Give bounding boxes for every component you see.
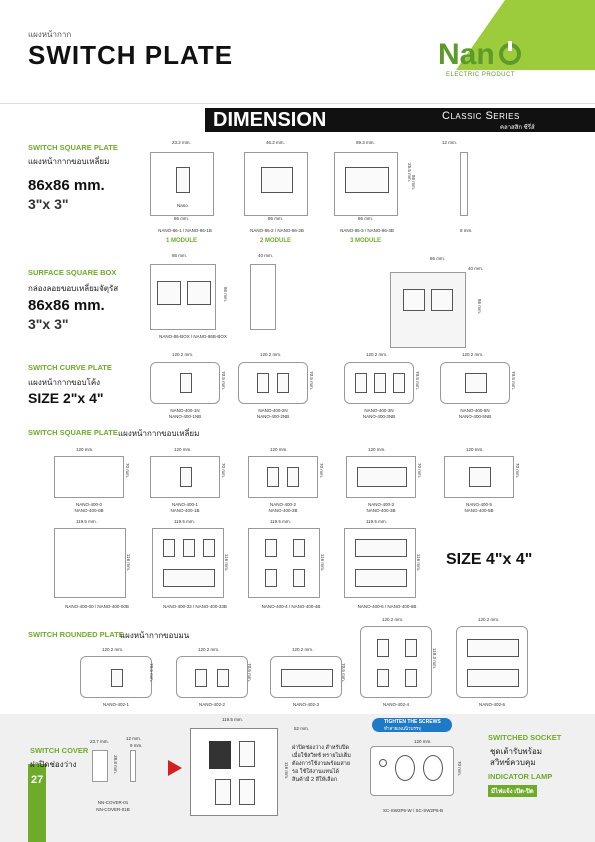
dim-label: 69.3 mm. bbox=[356, 140, 375, 145]
dim-label: 120 mm. bbox=[414, 739, 432, 744]
dim-label: 86 mm. bbox=[477, 298, 483, 315]
box-knockout bbox=[431, 289, 453, 311]
product-code: NANO-402-3 bbox=[292, 702, 319, 707]
covered-slot bbox=[209, 741, 231, 769]
installed-plate bbox=[190, 728, 278, 816]
square-plate-2 bbox=[248, 456, 318, 498]
switch-slot bbox=[183, 539, 195, 557]
surface-box-side bbox=[250, 264, 276, 330]
switch-slot bbox=[267, 467, 279, 487]
switch-slot bbox=[281, 669, 333, 687]
dim-label: 70 mm. bbox=[125, 462, 131, 479]
sec1-size-in: 3"x 3" bbox=[28, 196, 69, 212]
box-knockout bbox=[403, 289, 425, 311]
switch-slot bbox=[467, 639, 519, 657]
dim-label: 70 mm. bbox=[457, 760, 463, 777]
switch-slot bbox=[111, 669, 123, 687]
square-plate-5 bbox=[444, 456, 514, 498]
indicator-title: INDICATOR LAMP bbox=[488, 772, 553, 781]
rounded-plate-1 bbox=[80, 656, 152, 698]
dim-label: 120.2 mm. bbox=[382, 617, 404, 622]
dim-label: 120.2 mm. bbox=[260, 352, 282, 357]
dim-label: 70 mm. bbox=[221, 462, 227, 479]
product-code: NANO-86-2 / NANO-86-2B bbox=[250, 228, 304, 233]
dim-label: 70.5 mm. bbox=[246, 663, 252, 682]
dim-label: 120 mm. bbox=[368, 447, 386, 452]
dim-label: 86 mm. bbox=[358, 216, 374, 221]
dim-label: 70.5 mm. bbox=[220, 371, 226, 390]
switch-slot bbox=[180, 467, 192, 487]
dim-label: 23.2 mm. bbox=[172, 140, 191, 145]
curve-plate-5 bbox=[440, 362, 510, 404]
switch-slot bbox=[377, 669, 389, 687]
dim-label: 116 mm. bbox=[284, 761, 290, 780]
sec5-title: SWITCH ROUNDED PLATE bbox=[28, 630, 124, 639]
sec4-size: SIZE 4"x 4" bbox=[446, 551, 533, 568]
surface-box-front bbox=[150, 264, 216, 330]
product-code: NANO-86-1 / NANO-86-1B bbox=[158, 228, 212, 233]
switch-slot bbox=[393, 373, 405, 393]
rounded-plate-4 bbox=[360, 626, 432, 698]
dimension-label: DIMENSION bbox=[213, 109, 327, 131]
switch-slot bbox=[374, 373, 386, 393]
rounded-plate-3 bbox=[270, 656, 342, 698]
cover-title: SWITCH COVER bbox=[30, 746, 89, 755]
dim-label: 40 mm. bbox=[258, 253, 274, 258]
dim-label: 86 mm. bbox=[430, 256, 446, 261]
socket-th1: ชุดเต้ารับพร้อม bbox=[490, 747, 543, 756]
dim-label: 52 mm. bbox=[294, 726, 310, 731]
switch-slot bbox=[163, 569, 215, 587]
dim-label: 120 mm. bbox=[466, 447, 484, 452]
indicator-lamp-icon bbox=[379, 759, 387, 767]
product-code: NANO-400-5B bbox=[464, 508, 494, 513]
dim-label: 23.7 mm. bbox=[90, 739, 109, 744]
sec4-title: SWITCH SQUARE PLATE bbox=[28, 428, 118, 437]
product-code: NANO-400-1NB bbox=[168, 414, 202, 419]
square-plate-33 bbox=[152, 528, 224, 598]
switch-slot bbox=[239, 741, 255, 767]
dim-label: 120 mm. bbox=[270, 447, 288, 452]
thai-title: แผงหน้ากาก bbox=[28, 30, 72, 39]
switch-slot bbox=[195, 669, 207, 687]
product-code: SC-SW2P6-W / SC-SW2P6-B bbox=[382, 808, 443, 813]
product-code: NANO-400-1N bbox=[170, 408, 200, 413]
socket-slot bbox=[469, 467, 491, 487]
product-code: NANO-400-5NB bbox=[458, 414, 492, 419]
switch-slot bbox=[239, 779, 255, 805]
dim-label: 70.5 mm. bbox=[148, 663, 154, 682]
power-icon bbox=[499, 43, 521, 65]
switch-cover bbox=[92, 750, 108, 782]
dim-label: 70.5 mm. bbox=[414, 371, 420, 390]
dim-label: 116 mm. bbox=[416, 553, 422, 572]
page-header bbox=[0, 0, 595, 100]
product-code: NN-COVER-01 bbox=[97, 800, 129, 805]
product-code: NANO-400-00 / NANO-400-00B bbox=[65, 604, 129, 609]
square-plate-4 bbox=[248, 528, 320, 598]
brand-logo bbox=[438, 38, 568, 88]
square-plate-1 bbox=[150, 456, 220, 498]
socket-title: SWITCHED SOCKET bbox=[488, 733, 562, 742]
square-plate-00 bbox=[54, 528, 126, 598]
switch-slot bbox=[265, 539, 277, 557]
series-label-th: คลาสสิก ซีรี่ส์ bbox=[500, 125, 535, 131]
product-code: NANO-400-1B bbox=[170, 508, 200, 513]
sec4-th: แผงหน้ากากขอบเหลี่ยม bbox=[118, 429, 200, 438]
socket-slot bbox=[465, 373, 487, 393]
dim-label: 120.2 mm. bbox=[462, 352, 484, 357]
product-code: NANO-400-3NB bbox=[362, 414, 396, 419]
dim-label: 25.5 mm. bbox=[406, 163, 412, 182]
curve-plate-1 bbox=[150, 362, 220, 404]
switch-slot bbox=[293, 569, 305, 587]
sec1-size-mm: 86x86 mm. bbox=[28, 177, 105, 194]
switch-slot bbox=[215, 779, 231, 805]
socket-outlet-icon bbox=[395, 755, 415, 781]
dim-label: 119.5 mm. bbox=[222, 717, 243, 722]
dim-label: 120 mm. bbox=[76, 447, 94, 452]
socket-th2: สวิทซ์ควบคุม bbox=[490, 758, 536, 767]
sec1-title: SWITCH SQUARE PLATE bbox=[28, 143, 118, 152]
switch-slot bbox=[265, 569, 277, 587]
dim-label: 70 mm. bbox=[417, 462, 423, 479]
sec2-size-in: 3"x 3" bbox=[28, 316, 69, 332]
switch-slot bbox=[405, 639, 417, 657]
switch-slot bbox=[355, 373, 367, 393]
plate-2-module bbox=[244, 152, 308, 216]
dim-label: 119.5 mm. bbox=[270, 519, 291, 524]
product-code: NANO-86-BOX / NANO-86B-BOX bbox=[159, 334, 227, 339]
product-code: NANO-400-2B bbox=[268, 508, 298, 513]
product-code: NANO-402-4 bbox=[382, 702, 409, 707]
switch-slot bbox=[163, 539, 175, 557]
product-code: NANO-400-0B bbox=[74, 508, 104, 513]
switch-slot bbox=[405, 669, 417, 687]
sec2-th: กล่องลอยขอบเหลี่ยมจัตุรัส bbox=[28, 284, 119, 293]
product-code: NANO-400-3 bbox=[367, 502, 394, 507]
sec3-title: SWITCH CURVE PLATE bbox=[28, 363, 112, 372]
dim-label: 119.5 mm. bbox=[366, 519, 387, 524]
product-code: NANO-400-3B bbox=[366, 508, 396, 513]
product-code: NANO-402-2 bbox=[198, 702, 225, 707]
dim-label: 120 mm. bbox=[174, 447, 192, 452]
sec3-size: SIZE 2"x 4" bbox=[28, 390, 104, 406]
dim-label: 120.2 mm. bbox=[102, 647, 124, 652]
product-code: NANO-400-5N bbox=[460, 408, 490, 413]
dim-label: 120.2 mm. bbox=[366, 352, 388, 357]
switch-slot bbox=[261, 167, 293, 193]
dim-label: 116 mm. bbox=[224, 553, 230, 572]
plate-side-view bbox=[460, 152, 468, 216]
switch-slot bbox=[467, 669, 519, 687]
product-code: NANO-400-33 / NANO-400-33B bbox=[163, 604, 227, 609]
sec2-size-mm: 86x86 mm. bbox=[28, 297, 105, 314]
tighten-label: TIGHTEN THE SCREWS bbox=[384, 719, 441, 725]
dim-label: 86 mm. bbox=[223, 286, 229, 303]
dim-label: 70 mm. bbox=[319, 462, 325, 479]
switch-slot bbox=[345, 167, 389, 193]
arrow-right-icon bbox=[168, 760, 182, 776]
product-code: NANO-400-1 bbox=[171, 502, 198, 507]
dim-label: 119.5 mm. bbox=[174, 519, 195, 524]
indicator-badge: มีไฟแจ้ง เปิด-ปิด bbox=[488, 785, 537, 797]
product-code: NANO-400-3N bbox=[364, 408, 394, 413]
dim-label: 12 mm. bbox=[442, 140, 458, 145]
switch-slot bbox=[203, 539, 215, 557]
page-number: 27 bbox=[31, 774, 44, 786]
product-code: NANO-400-2NB bbox=[256, 414, 290, 419]
sec2-title: SURFACE SQUARE BOX bbox=[28, 268, 117, 277]
surface-box-iso bbox=[390, 272, 466, 348]
switch-slot bbox=[277, 373, 289, 393]
product-code: NANO-402-1 bbox=[102, 702, 129, 707]
dim-label: 120.2 mm. bbox=[198, 647, 220, 652]
module-label: 3 MODULE bbox=[350, 238, 382, 244]
socket-outlet-icon bbox=[423, 755, 443, 781]
module-label: 2 MODULE bbox=[260, 238, 292, 244]
dim-label: 86 mm. bbox=[411, 174, 417, 191]
product-code: NANO-402-6 bbox=[478, 702, 505, 707]
product-code: NANO-400-4 / NANO-400-4B bbox=[261, 604, 321, 609]
curve-plate-2 bbox=[238, 362, 308, 404]
box-knockout bbox=[157, 281, 181, 305]
dim-label: 70 mm. bbox=[515, 462, 521, 479]
switch-slot bbox=[176, 167, 190, 193]
dim-label: 70.5 mm. bbox=[308, 371, 314, 390]
switch-slot bbox=[257, 373, 269, 393]
switch-slot bbox=[293, 539, 305, 557]
install-note: ฝาปิดช่องว่าง สำหรับปิด เมื่อใช้สวิทซ์ ทรายไม่เต็ม ต้องการใช้งานพร้อมสายรอ ใช้ใส่งานแทนได้ สินค้ามี 2 สีให้เลือก bbox=[292, 745, 351, 783]
tighten-th: ทำสายเพนนิวบรรจุ bbox=[384, 726, 421, 731]
dim-label: 86 mm. bbox=[172, 253, 188, 258]
page-title: SWITCH PLATE bbox=[28, 40, 234, 70]
product-code: NN-COVER-01B bbox=[96, 807, 130, 812]
dim-label: 9 mm. bbox=[130, 743, 143, 748]
cover-th: ฝาปิดช่องว่าง bbox=[30, 760, 77, 769]
dim-label: 86 mm. bbox=[268, 216, 284, 221]
square-plate-6 bbox=[344, 528, 416, 598]
product-code: NANO-400-2N bbox=[258, 408, 288, 413]
module-label: 1 MODULE bbox=[166, 238, 198, 244]
product-code: NANO-400-6 / NANO-400-6B bbox=[357, 604, 417, 609]
dim-label: 38.8 mm. bbox=[112, 755, 118, 774]
dim-label: 40 mm. bbox=[468, 266, 484, 271]
dim-label: 70.5 mm. bbox=[510, 371, 516, 390]
dim-label: 120.2 mm. bbox=[292, 647, 314, 652]
dim-label: 119.5 mm. bbox=[76, 519, 97, 524]
square-plate-3 bbox=[346, 456, 416, 498]
product-code: NANO-400-5 bbox=[465, 502, 492, 507]
dim-label: 86 mm. bbox=[174, 216, 190, 221]
switched-socket bbox=[370, 746, 454, 796]
switch-slot bbox=[217, 669, 229, 687]
switch-slot bbox=[180, 373, 192, 393]
dim-label: 8 mm. bbox=[460, 228, 473, 233]
dim-label: 12 mm. bbox=[126, 736, 142, 741]
brand-name: Nan bbox=[438, 38, 495, 71]
product-code: NANO-86-3 / NANO-86-3B bbox=[340, 228, 394, 233]
product-code: NANO-400-2 bbox=[269, 502, 296, 507]
switch-slot bbox=[377, 639, 389, 657]
dim-label: 70.5 mm. bbox=[340, 663, 346, 682]
series-label: Classic Series bbox=[442, 110, 520, 122]
box-knockout bbox=[187, 281, 211, 305]
dim-label: 118.3 mm. bbox=[431, 648, 437, 669]
nano-mark: Nano bbox=[177, 203, 188, 208]
plate-1-module bbox=[150, 152, 214, 216]
sec1-th: แผงหน้ากากขอบเหลี่ยม bbox=[28, 157, 110, 166]
rounded-plate-6 bbox=[456, 626, 528, 698]
brand-tagline: ELECTRIC PRODUCT bbox=[446, 72, 516, 78]
rounded-plate-2 bbox=[176, 656, 248, 698]
dim-label: 116 mm. bbox=[126, 553, 132, 572]
sec5-th: แผงหน้ากากขอบมน bbox=[120, 631, 190, 640]
curve-plate-3 bbox=[344, 362, 414, 404]
dim-label: 116 mm. bbox=[320, 553, 326, 572]
divider bbox=[0, 103, 595, 104]
sec3-th: แผงหน้ากากขอบโค้ง bbox=[28, 378, 101, 387]
switch-slot bbox=[355, 569, 407, 587]
switch-slot bbox=[355, 539, 407, 557]
switch-slot bbox=[357, 467, 407, 487]
switch-cover-side bbox=[130, 750, 136, 782]
plate-3-module bbox=[334, 152, 398, 216]
square-plate-0 bbox=[54, 456, 124, 498]
tighten-badge bbox=[372, 718, 452, 732]
dim-label: 120.2 mm. bbox=[478, 617, 500, 622]
dim-label: 120.2 mm. bbox=[172, 352, 194, 357]
product-code: NANO-400-0 bbox=[75, 502, 102, 507]
dim-label: 46.2 mm. bbox=[266, 140, 285, 145]
switch-slot bbox=[287, 467, 299, 487]
